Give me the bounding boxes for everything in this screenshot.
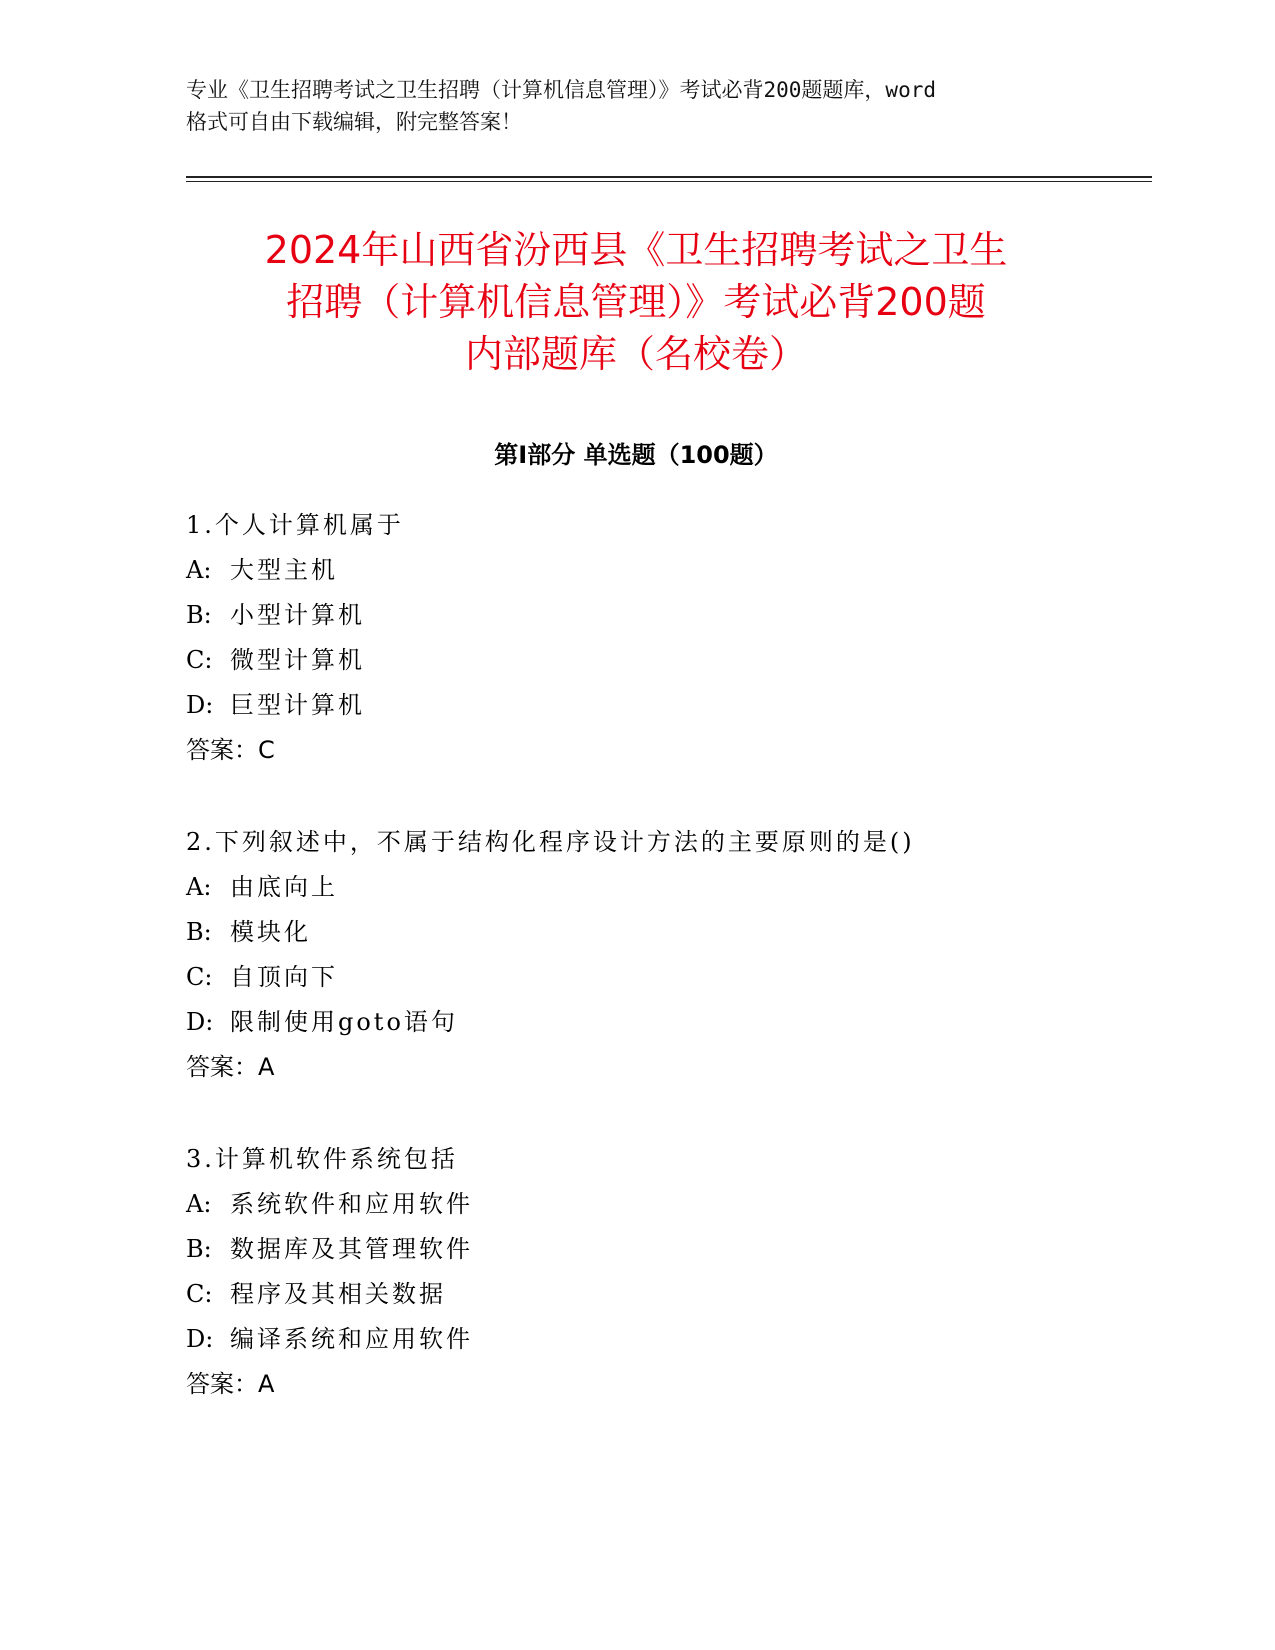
option-text: 小型计算机	[230, 601, 365, 629]
option-text: 模块化	[230, 918, 311, 946]
question-stem: 3.计算机软件系统包括	[186, 1145, 458, 1173]
option-text: 编译系统和应用软件	[230, 1325, 473, 1353]
option-a	[186, 865, 1146, 910]
option-key: C:	[186, 1280, 213, 1308]
option-b	[186, 910, 1146, 955]
document-title-line-3: 内部题库（名校卷）	[464, 332, 807, 376]
header-note-line-1: 专业《卫生招聘考试之卫生招聘（计算机信息管理）》考试必背200题题库，word	[186, 78, 936, 102]
header-divider-thick	[186, 176, 1152, 178]
option-a	[186, 548, 1146, 593]
question-2	[186, 820, 1146, 1090]
option-text: 限制使用goto语句	[230, 1008, 458, 1036]
option-key: C:	[186, 646, 213, 674]
option-c	[186, 955, 1146, 1000]
header-divider-thin	[186, 181, 1152, 182]
option-text: 由底向上	[230, 873, 338, 901]
option-a	[186, 1182, 1146, 1227]
option-c	[186, 1272, 1146, 1317]
option-text: 数据库及其管理软件	[230, 1235, 473, 1263]
header-note-line-2: 格式可自由下载编辑，附完整答案！	[186, 110, 522, 134]
option-key: A:	[186, 556, 212, 584]
question-3	[186, 1137, 1146, 1407]
option-key: B:	[186, 601, 212, 629]
option-d	[186, 1000, 1146, 1045]
section-title: 第Ⅰ部分 单选题（100题）	[494, 441, 778, 469]
option-c	[186, 638, 1146, 683]
option-key: A:	[186, 873, 212, 901]
option-text: 微型计算机	[230, 646, 365, 674]
option-key: D:	[186, 1325, 214, 1353]
option-key: D:	[186, 1008, 214, 1036]
option-text: 巨型计算机	[230, 691, 365, 719]
option-text: 程序及其相关数据	[230, 1280, 446, 1308]
option-text: 系统软件和应用软件	[230, 1190, 473, 1218]
answer-line: 答案：C	[186, 736, 275, 764]
answer-line: 答案：A	[186, 1053, 275, 1081]
answer-line: 答案：A	[186, 1370, 275, 1398]
option-key: C:	[186, 963, 213, 991]
question-1	[186, 503, 1146, 773]
header-note	[186, 74, 1086, 138]
option-d	[186, 1317, 1146, 1362]
option-key: B:	[186, 1235, 212, 1263]
option-key: A:	[186, 1190, 212, 1218]
option-text: 自顶向下	[230, 963, 338, 991]
document-title	[176, 224, 1096, 380]
option-text: 大型主机	[230, 556, 338, 584]
option-key: B:	[186, 918, 212, 946]
option-b	[186, 1227, 1146, 1272]
option-b	[186, 593, 1146, 638]
option-d	[186, 683, 1146, 728]
document-title-line-2: 招聘（计算机信息管理）》考试必背200题	[286, 280, 986, 324]
question-stem: 1.个人计算机属于	[186, 511, 404, 539]
question-stem: 2.下列叙述中，不属于结构化程序设计方法的主要原则的是()	[186, 828, 915, 856]
option-key: D:	[186, 691, 214, 719]
document-title-line-1: 2024年山西省汾西县《卫生招聘考试之卫生	[264, 228, 1008, 272]
